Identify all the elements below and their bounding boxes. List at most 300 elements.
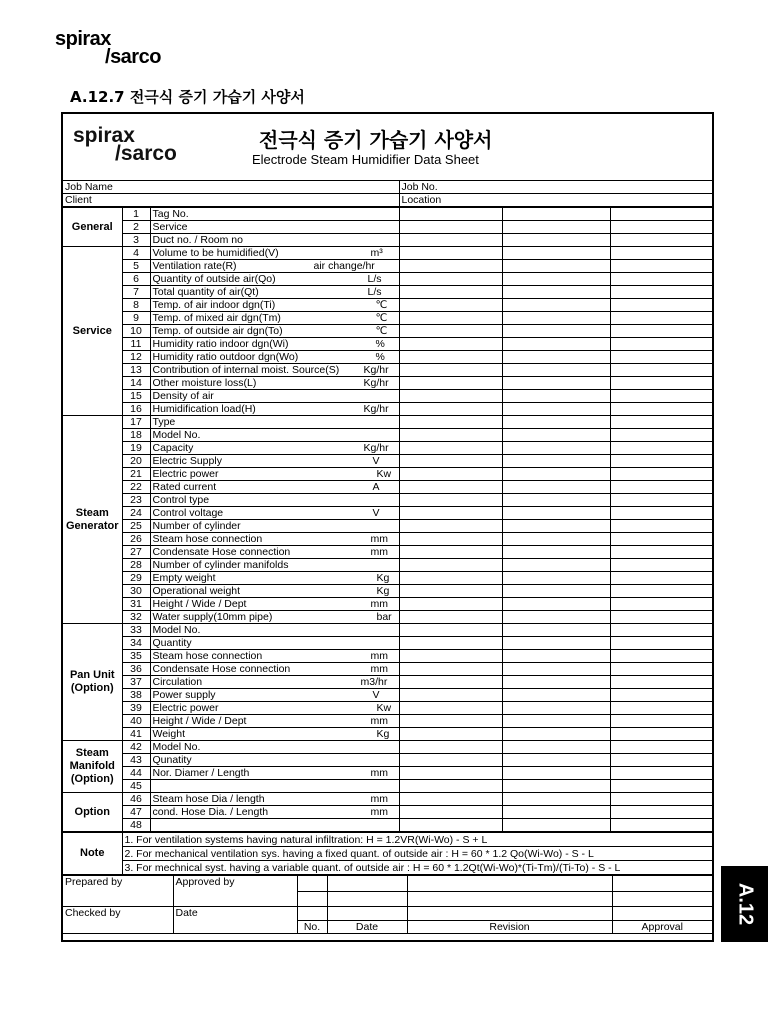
value-cell[interactable]: [399, 767, 502, 780]
row-number: 31: [122, 598, 150, 611]
row-label: Electric power: [152, 468, 219, 480]
value-cell[interactable]: [502, 286, 610, 299]
row-label-cell: [150, 390, 399, 403]
value-cell[interactable]: [502, 598, 610, 611]
row-unit: L/s: [367, 273, 382, 285]
row-unit: Kg/hr: [363, 403, 389, 415]
row-unit: mm: [370, 663, 388, 675]
value-cell[interactable]: [399, 377, 502, 390]
value-cell[interactable]: [610, 702, 712, 715]
row-label: Model No.: [152, 429, 201, 441]
value-cell[interactable]: [502, 650, 610, 663]
row-number: 16: [122, 403, 150, 416]
value-cell[interactable]: [610, 754, 712, 767]
spec-row: [63, 442, 712, 455]
value-cell[interactable]: [502, 702, 610, 715]
row-label-cell: [150, 299, 399, 312]
row-number: 39: [122, 702, 150, 715]
row-label: Control type: [152, 494, 210, 506]
value-cell[interactable]: [610, 442, 712, 455]
row-label-cell: [150, 689, 399, 702]
value-cell[interactable]: [502, 468, 610, 481]
row-number: 21: [122, 468, 150, 481]
value-cell[interactable]: [502, 507, 610, 520]
spec-row: [63, 520, 712, 533]
row-label-cell: [150, 663, 399, 676]
value-cell[interactable]: [610, 611, 712, 624]
value-cell[interactable]: [610, 312, 712, 325]
value-cell[interactable]: [502, 221, 610, 234]
value-cell[interactable]: [399, 286, 502, 299]
value-cell[interactable]: [399, 676, 502, 689]
spec-row: [63, 390, 712, 403]
spec-row: [63, 650, 712, 663]
row-number: 5: [122, 260, 150, 273]
spec-row: [63, 793, 712, 806]
spec-row: [63, 533, 712, 546]
value-cell[interactable]: [399, 351, 502, 364]
value-cell[interactable]: [610, 624, 712, 637]
row-label: Duct no. / Room no: [152, 234, 243, 246]
value-cell[interactable]: [399, 247, 502, 260]
value-cell[interactable]: [502, 585, 610, 598]
value-cell[interactable]: [399, 481, 502, 494]
spec-row: [63, 364, 712, 377]
row-label-cell: [150, 598, 399, 611]
value-cell[interactable]: [502, 416, 610, 429]
value-cell[interactable]: [610, 208, 712, 221]
value-cell[interactable]: [399, 260, 502, 273]
job-info-table: [63, 180, 712, 207]
row-number: 10: [122, 325, 150, 338]
group-steam-generator: Steam Generator: [63, 416, 122, 624]
spec-row: [63, 468, 712, 481]
value-cell[interactable]: [399, 611, 502, 624]
value-cell[interactable]: [399, 442, 502, 455]
value-cell[interactable]: [610, 806, 712, 819]
value-cell[interactable]: [502, 806, 610, 819]
value-cell[interactable]: [502, 377, 610, 390]
value-cell[interactable]: [610, 234, 712, 247]
spec-row: [63, 325, 712, 338]
row-label: Other moisture loss(L): [152, 377, 257, 389]
row-number: 42: [122, 741, 150, 754]
row-label: Electric Supply: [152, 455, 222, 467]
value-cell[interactable]: [502, 546, 610, 559]
value-cell[interactable]: [399, 559, 502, 572]
row-label-cell: [150, 377, 399, 390]
value-cell[interactable]: [399, 325, 502, 338]
value-cell[interactable]: [502, 624, 610, 637]
value-cell[interactable]: [399, 650, 502, 663]
row-unit: mm: [370, 533, 388, 545]
value-cell[interactable]: [399, 507, 502, 520]
row-number: 45: [122, 780, 150, 793]
row-label: Height / Wide / Dept: [152, 598, 247, 610]
row-unit: Kg/hr: [363, 364, 389, 376]
row-number: 33: [122, 624, 150, 637]
value-cell[interactable]: [610, 351, 712, 364]
row-label: Humidity ratio indoor dgn(Wi): [152, 338, 289, 350]
value-cell[interactable]: [502, 741, 610, 754]
value-cell[interactable]: [399, 637, 502, 650]
value-cell[interactable]: [610, 650, 712, 663]
value-cell[interactable]: [399, 728, 502, 741]
value-cell[interactable]: [610, 338, 712, 351]
value-cell[interactable]: [399, 494, 502, 507]
value-cell[interactable]: [610, 325, 712, 338]
row-unit: m³: [370, 247, 383, 259]
value-cell[interactable]: [502, 338, 610, 351]
row-label-cell: [150, 208, 399, 221]
value-cell[interactable]: [399, 273, 502, 286]
row-label: Control voltage: [152, 507, 224, 519]
row-number: 46: [122, 793, 150, 806]
value-cell[interactable]: [502, 819, 610, 832]
value-cell[interactable]: [610, 533, 712, 546]
value-cell[interactable]: [610, 377, 712, 390]
row-label-cell: [150, 312, 399, 325]
row-unit: A: [372, 481, 380, 493]
notes-table: [63, 832, 712, 875]
row-unit: Kg/hr: [363, 442, 389, 454]
row-unit: Kg/hr: [363, 377, 389, 389]
value-cell[interactable]: [399, 793, 502, 806]
row-label-cell: [150, 247, 399, 260]
checked-by-label: Checked by: [63, 907, 173, 934]
row-label: Type: [152, 416, 176, 428]
value-cell[interactable]: [610, 221, 712, 234]
value-cell[interactable]: [502, 429, 610, 442]
sheet-logo: [73, 124, 177, 165]
row-label: Operational weight: [152, 585, 241, 597]
value-cell[interactable]: [399, 234, 502, 247]
row-unit: mm: [370, 767, 388, 779]
spec-row: [63, 247, 712, 260]
value-cell[interactable]: [610, 260, 712, 273]
row-label-cell: [150, 416, 399, 429]
value-cell[interactable]: [502, 689, 610, 702]
value-cell[interactable]: [502, 273, 610, 286]
value-cell[interactable]: [610, 429, 712, 442]
value-cell[interactable]: [399, 338, 502, 351]
signoff-table: [63, 875, 712, 934]
row-unit: V: [372, 455, 380, 467]
spirax-sarco-logo: [55, 30, 161, 66]
value-cell[interactable]: [502, 364, 610, 377]
value-cell[interactable]: [399, 208, 502, 221]
row-number: 26: [122, 533, 150, 546]
value-cell[interactable]: [399, 598, 502, 611]
row-label: Number of cylinder manifolds: [152, 559, 289, 571]
sheet-title-english: Electrode Steam Humidifier Data Sheet: [252, 152, 479, 167]
row-number: 12: [122, 351, 150, 364]
revision-header: Revision: [407, 920, 612, 934]
row-label: Density of air: [152, 390, 214, 402]
row-label: Temp. of outside air dgn(To): [152, 325, 283, 337]
value-cell[interactable]: [399, 468, 502, 481]
row-label: Model No.: [152, 741, 201, 753]
spec-row: [63, 819, 712, 832]
row-label-cell: [150, 221, 399, 234]
value-cell[interactable]: [610, 715, 712, 728]
row-number: 40: [122, 715, 150, 728]
approval-header: Approval: [612, 920, 712, 934]
value-cell[interactable]: [610, 572, 712, 585]
value-cell[interactable]: [399, 364, 502, 377]
value-cell[interactable]: [502, 676, 610, 689]
spec-row: [63, 481, 712, 494]
row-label-cell: [150, 364, 399, 377]
row-unit: V: [372, 689, 380, 701]
value-cell[interactable]: [502, 767, 610, 780]
value-cell[interactable]: [399, 299, 502, 312]
value-cell[interactable]: [610, 273, 712, 286]
value-cell[interactable]: [610, 767, 712, 780]
value-cell[interactable]: [399, 221, 502, 234]
value-cell[interactable]: [610, 507, 712, 520]
sheet-logo-sarco: /sarco: [115, 142, 177, 165]
group-general: General: [63, 208, 122, 247]
value-cell[interactable]: [610, 403, 712, 416]
value-cell[interactable]: [399, 624, 502, 637]
row-label-cell: [150, 286, 399, 299]
value-cell[interactable]: [502, 494, 610, 507]
value-cell[interactable]: [502, 754, 610, 767]
row-unit: ℃: [375, 299, 388, 311]
revision-date-header: Date: [327, 920, 407, 934]
row-number: 7: [122, 286, 150, 299]
value-cell[interactable]: [399, 715, 502, 728]
value-cell[interactable]: [502, 403, 610, 416]
row-unit: air change/hr: [313, 260, 375, 272]
value-cell[interactable]: [610, 780, 712, 793]
row-label-cell: [150, 702, 399, 715]
row-label-cell: [150, 585, 399, 598]
value-cell[interactable]: [399, 702, 502, 715]
spec-row: [63, 338, 712, 351]
row-label: Electric power: [152, 702, 219, 714]
row-unit: mm: [370, 806, 388, 818]
value-cell[interactable]: [502, 299, 610, 312]
row-unit: %: [375, 338, 385, 350]
value-cell[interactable]: [502, 780, 610, 793]
value-cell[interactable]: [502, 637, 610, 650]
spec-row: [63, 208, 712, 221]
spec-row: [63, 234, 712, 247]
job-no-label: Job No.: [399, 181, 712, 194]
value-cell[interactable]: [399, 455, 502, 468]
value-cell[interactable]: [502, 325, 610, 338]
value-cell[interactable]: [502, 455, 610, 468]
value-cell[interactable]: [502, 390, 610, 403]
sheet-logo-spirax: spirax: [73, 124, 135, 147]
value-cell[interactable]: [502, 481, 610, 494]
value-cell[interactable]: [502, 234, 610, 247]
row-unit: mm: [370, 546, 388, 558]
value-cell[interactable]: [610, 663, 712, 676]
value-cell[interactable]: [399, 741, 502, 754]
value-cell[interactable]: [610, 416, 712, 429]
row-number: 3: [122, 234, 150, 247]
row-label: Nor. Diamer / Length: [152, 767, 250, 779]
sheet-rows: [63, 180, 712, 934]
row-number: 1: [122, 208, 150, 221]
row-number: 29: [122, 572, 150, 585]
row-label-cell: [150, 793, 399, 806]
group-note: Note: [63, 833, 122, 875]
row-number: 34: [122, 637, 150, 650]
value-cell[interactable]: [610, 676, 712, 689]
value-cell[interactable]: [399, 546, 502, 559]
row-number: 8: [122, 299, 150, 312]
row-number: 38: [122, 689, 150, 702]
value-cell[interactable]: [610, 468, 712, 481]
value-cell[interactable]: [502, 715, 610, 728]
spec-row: [63, 572, 712, 585]
row-label: Condensate Hose connection: [152, 546, 291, 558]
value-cell[interactable]: [399, 403, 502, 416]
value-cell[interactable]: [502, 572, 610, 585]
value-cell[interactable]: [399, 819, 502, 832]
row-label-cell: [150, 455, 399, 468]
value-cell[interactable]: [399, 689, 502, 702]
value-cell[interactable]: [610, 598, 712, 611]
spec-row: [63, 754, 712, 767]
row-label: Water supply(10mm pipe): [152, 611, 273, 623]
row-label-cell: [150, 650, 399, 663]
spec-table: [63, 207, 712, 832]
row-label-cell: [150, 520, 399, 533]
value-cell[interactable]: [610, 299, 712, 312]
value-cell[interactable]: [502, 559, 610, 572]
value-cell[interactable]: [502, 611, 610, 624]
spec-row: [63, 689, 712, 702]
group-steam-manifold: Steam Manifold (Option): [63, 741, 122, 793]
section-side-tab: [721, 866, 768, 942]
value-cell[interactable]: [610, 364, 712, 377]
value-cell[interactable]: [610, 728, 712, 741]
row-number: 18: [122, 429, 150, 442]
value-cell[interactable]: [610, 481, 712, 494]
side-tab-label: A.12: [734, 882, 756, 926]
row-label-cell: [150, 754, 399, 767]
value-cell[interactable]: [610, 247, 712, 260]
group-option: Option: [63, 793, 122, 832]
job-name-label: Job Name: [63, 181, 399, 194]
value-cell[interactable]: [502, 728, 610, 741]
spec-row: [63, 806, 712, 819]
row-number: 2: [122, 221, 150, 234]
row-number: 48: [122, 819, 150, 832]
spec-row: [63, 611, 712, 624]
row-number: 19: [122, 442, 150, 455]
value-cell[interactable]: [399, 663, 502, 676]
value-cell[interactable]: [399, 390, 502, 403]
row-unit: ℃: [375, 312, 388, 324]
value-cell[interactable]: [399, 533, 502, 546]
value-cell[interactable]: [610, 689, 712, 702]
value-cell[interactable]: [502, 208, 610, 221]
logo-line-sarco: /sarco: [105, 46, 161, 68]
row-unit: L/s: [367, 286, 382, 298]
value-cell[interactable]: [610, 741, 712, 754]
spec-row: [63, 637, 712, 650]
value-cell[interactable]: [502, 442, 610, 455]
value-cell[interactable]: [399, 312, 502, 325]
row-label-cell: [150, 715, 399, 728]
row-number: 43: [122, 754, 150, 767]
row-label: Capacity: [152, 442, 194, 454]
value-cell[interactable]: [610, 546, 712, 559]
value-cell[interactable]: [610, 559, 712, 572]
value-cell[interactable]: [610, 494, 712, 507]
value-cell[interactable]: [610, 390, 712, 403]
row-unit: mm: [370, 598, 388, 610]
spec-row: [63, 494, 712, 507]
sheet-header: [63, 114, 712, 181]
row-label: Humidity ratio outdoor dgn(Wo): [152, 351, 299, 363]
row-label-cell: [150, 780, 399, 793]
value-cell[interactable]: [502, 663, 610, 676]
value-cell[interactable]: [610, 819, 712, 832]
value-cell[interactable]: [502, 247, 610, 260]
row-unit: m3/hr: [360, 676, 388, 688]
row-number: 32: [122, 611, 150, 624]
row-label-cell: [150, 403, 399, 416]
row-label: Weight: [152, 728, 185, 740]
spec-row: [63, 741, 712, 754]
row-label-cell: [150, 741, 399, 754]
value-cell[interactable]: [610, 793, 712, 806]
value-cell[interactable]: [399, 780, 502, 793]
row-number: 25: [122, 520, 150, 533]
value-cell[interactable]: [399, 806, 502, 819]
row-label-cell: [150, 507, 399, 520]
value-cell[interactable]: [399, 572, 502, 585]
value-cell[interactable]: [502, 351, 610, 364]
value-cell[interactable]: [502, 260, 610, 273]
value-cell[interactable]: [502, 312, 610, 325]
sheet-title-korean: 전극식 증기 가습기 사양서: [259, 128, 493, 152]
spec-row: [63, 377, 712, 390]
value-cell[interactable]: [610, 520, 712, 533]
row-label: Humidification load(H): [152, 403, 256, 415]
value-cell[interactable]: [399, 585, 502, 598]
value-cell[interactable]: [502, 793, 610, 806]
spec-row: [63, 598, 712, 611]
row-label-cell: [150, 468, 399, 481]
value-cell[interactable]: [399, 754, 502, 767]
row-unit: Kw: [376, 468, 392, 480]
spec-row: [63, 286, 712, 299]
spec-row: [63, 559, 712, 572]
value-cell[interactable]: [610, 455, 712, 468]
value-cell[interactable]: [399, 429, 502, 442]
value-cell[interactable]: [399, 520, 502, 533]
value-cell[interactable]: [502, 520, 610, 533]
data-sheet: [61, 112, 714, 942]
value-cell[interactable]: [610, 585, 712, 598]
value-cell[interactable]: [502, 533, 610, 546]
value-cell[interactable]: [610, 286, 712, 299]
row-label-cell: [150, 494, 399, 507]
row-number: 35: [122, 650, 150, 663]
value-cell[interactable]: [399, 416, 502, 429]
spec-row: [63, 780, 712, 793]
spec-row: [63, 507, 712, 520]
value-cell[interactable]: [610, 637, 712, 650]
